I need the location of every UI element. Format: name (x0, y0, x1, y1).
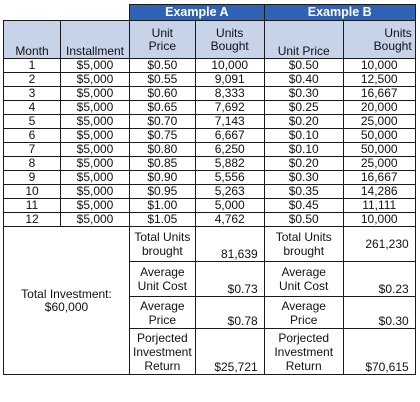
unit-price-b-cell: $0.50 (264, 59, 343, 73)
total-units-b: 261,230 (343, 227, 415, 262)
unit-price-header-a-line2: Price (148, 38, 177, 53)
total-units-a: 81,639 (195, 227, 264, 262)
table-row (4, 157, 416, 171)
unit-price-a-cell: $0.60 (130, 87, 196, 101)
month-cell: 9 (4, 171, 61, 185)
units-bought-a-cell: 4,762 (195, 213, 264, 227)
installment-cell: $5,000 (61, 143, 130, 157)
table-row (4, 199, 416, 213)
header-blank (4, 5, 130, 21)
avg-unit-cost-label-b-line2: Unit Cost (279, 279, 329, 293)
installment-cell: $5,000 (61, 129, 130, 143)
table-row (4, 171, 416, 185)
avg-unit-cost-label-a (130, 262, 196, 297)
month-header: Month (4, 21, 61, 59)
group-header-b: Example B (264, 5, 415, 21)
installment-cell: $5,000 (61, 115, 130, 129)
total-units-label-a (130, 227, 196, 262)
avg-unit-cost-label-b (264, 262, 343, 297)
units-bought-b-cell: 12,500 (343, 73, 415, 87)
month-cell: 6 (4, 129, 61, 143)
unit-price-header-a (130, 21, 196, 59)
total-units-label-b (264, 227, 343, 262)
table-row (4, 59, 416, 73)
avg-unit-cost-label-a-line2: Unit Cost (137, 279, 188, 293)
unit-price-a-cell: $0.90 (130, 171, 196, 185)
unit-price-b-cell: $0.40 (264, 73, 343, 87)
table-row (4, 213, 416, 227)
unit-price-a-cell: $0.55 (130, 73, 196, 87)
table-row (4, 185, 416, 199)
month-cell: 5 (4, 115, 61, 129)
units-bought-b-cell: 50,000 (343, 143, 415, 157)
total-units-label-a-line2: brought (142, 244, 183, 258)
month-cell: 7 (4, 143, 61, 157)
total-units-label-b-line1: Total Units (275, 230, 332, 244)
units-bought-header-b-line1: Units (384, 25, 412, 40)
investment-table (3, 4, 416, 375)
unit-price-b-cell: $0.10 (264, 143, 343, 157)
unit-price-a-cell: $0.75 (130, 129, 196, 143)
units-bought-b-cell: 25,000 (343, 157, 415, 171)
installment-cell: $5,000 (61, 87, 130, 101)
unit-price-a-cell: $0.80 (130, 143, 196, 157)
total-investment-value: $60,000 (44, 299, 89, 314)
table-row (4, 115, 416, 129)
unit-price-b-cell: $0.20 (264, 157, 343, 171)
installment-cell: $5,000 (61, 199, 130, 213)
table-row (4, 129, 416, 143)
units-bought-header-a-line2: Bought (210, 38, 249, 53)
units-bought-b-cell: 14,286 (343, 185, 415, 199)
month-cell: 8 (4, 157, 61, 171)
avg-price-label-b-line1: Average (281, 298, 326, 313)
installment-cell: $5,000 (61, 101, 130, 115)
unit-price-a-cell: $0.50 (130, 59, 196, 73)
units-bought-a-cell: 5,000 (195, 199, 264, 213)
return-label-b (264, 329, 343, 375)
units-bought-b-cell: 16,667 (343, 87, 415, 101)
total-units-label-b-line2: brought (283, 244, 325, 258)
return-b: $70,615 (343, 329, 415, 375)
group-header-a: Example A (130, 5, 265, 21)
units-bought-a-cell: 5,556 (195, 171, 264, 185)
unit-price-b-cell: $0.25 (264, 101, 343, 115)
return-a: $25,721 (195, 329, 264, 375)
month-cell: 11 (4, 199, 61, 213)
units-bought-a-cell: 5,882 (195, 157, 264, 171)
return-label-a-line3: Return (144, 358, 181, 373)
avg-price-label-a-line1: Average (140, 298, 185, 313)
return-label-a (130, 329, 196, 375)
installment-header: Installment (61, 21, 130, 59)
avg-unit-cost-b: $0.23 (343, 262, 415, 297)
unit-price-b-cell: $0.35 (264, 185, 343, 199)
table-row (4, 101, 416, 115)
total-investment-cell (4, 227, 130, 375)
unit-price-a-cell: $0.70 (130, 115, 196, 129)
avg-price-b: $0.30 (343, 297, 415, 329)
units-bought-a-cell: 5,263 (195, 185, 264, 199)
unit-price-b-cell: $0.20 (264, 115, 343, 129)
return-label-a-line1: Porjected (137, 330, 188, 345)
avg-price-a: $0.78 (195, 297, 264, 329)
units-bought-header-a (195, 21, 264, 59)
avg-price-label-a (130, 297, 196, 329)
unit-price-a-cell: $0.85 (130, 157, 196, 171)
month-cell: 4 (4, 101, 61, 115)
avg-price-label-b (264, 297, 343, 329)
month-cell: 1 (4, 59, 61, 73)
units-bought-b-cell: 50,000 (343, 129, 415, 143)
table-row (4, 143, 416, 157)
avg-unit-cost-label-b-line1: Average (281, 265, 326, 279)
units-bought-a-cell: 10,000 (195, 59, 264, 73)
installment-cell: $5,000 (61, 59, 130, 73)
units-bought-header-a-line1: Units (216, 25, 244, 40)
monthly-rows (4, 59, 416, 227)
total-units-label-a-line1: Total Units (134, 230, 191, 244)
units-bought-a-cell: 7,692 (195, 101, 264, 115)
units-bought-b-cell: 11,111 (343, 199, 415, 213)
unit-price-b-cell: $0.10 (264, 129, 343, 143)
installment-cell: $5,000 (61, 157, 130, 171)
unit-price-a-cell: $0.65 (130, 101, 196, 115)
unit-price-header-a-line1: Unit (151, 25, 174, 40)
installment-cell: $5,000 (61, 213, 130, 227)
units-bought-a-cell: 8,333 (195, 87, 264, 101)
units-bought-header-b (343, 21, 415, 59)
return-label-b-line3: Return (285, 358, 322, 373)
units-bought-b-cell: 16,667 (343, 171, 415, 185)
unit-price-a-cell: $1.00 (130, 199, 196, 213)
table-row (4, 73, 416, 87)
installment-cell: $5,000 (61, 185, 130, 199)
units-bought-header-b-line2: Bought (373, 38, 412, 53)
month-cell: 2 (4, 73, 61, 87)
avg-price-label-a-line2: Price (148, 312, 177, 327)
unit-price-a-cell: $1.05 (130, 213, 196, 227)
units-bought-a-cell: 6,667 (195, 129, 264, 143)
return-label-b-line2: Investment (274, 344, 334, 359)
units-bought-a-cell: 6,250 (195, 143, 264, 157)
return-label-b-line1: Porjected (278, 330, 330, 345)
avg-price-label-b-line2: Price (290, 312, 318, 327)
installment-cell: $5,000 (61, 171, 130, 185)
unit-price-b-cell: $0.50 (264, 213, 343, 227)
total-investment-label: Total Investment: (21, 286, 112, 301)
installment-cell: $5,000 (61, 73, 130, 87)
units-bought-b-cell: 10,000 (343, 59, 415, 73)
units-bought-b-cell: 25,000 (343, 115, 415, 129)
unit-price-b-cell: $0.30 (264, 87, 343, 101)
unit-price-b-cell: $0.30 (264, 171, 343, 185)
avg-unit-cost-a: $0.73 (195, 262, 264, 297)
month-cell: 12 (4, 213, 61, 227)
unit-price-header-b: Unit Price (264, 21, 343, 59)
units-bought-a-cell: 9,091 (195, 73, 264, 87)
return-label-a-line2: Investment (133, 344, 192, 359)
month-cell: 10 (4, 185, 61, 199)
units-bought-b-cell: 10,000 (343, 213, 415, 227)
month-cell: 3 (4, 87, 61, 101)
avg-unit-cost-label-a-line1: Average (140, 265, 185, 279)
unit-price-b-cell: $0.45 (264, 199, 343, 213)
unit-price-a-cell: $0.95 (130, 185, 196, 199)
units-bought-b-cell: 20,000 (343, 101, 415, 115)
table-row (4, 87, 416, 101)
units-bought-a-cell: 7,143 (195, 115, 264, 129)
